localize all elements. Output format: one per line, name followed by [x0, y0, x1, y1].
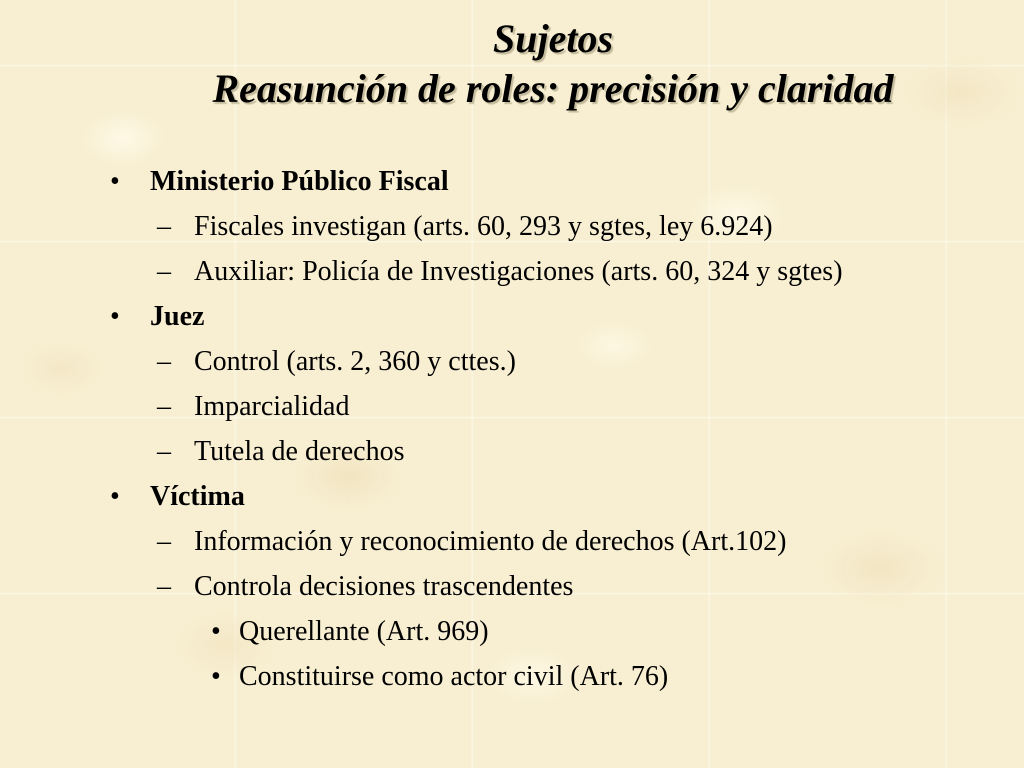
bullet-text: Víctima: [150, 481, 245, 512]
dash-marker: –: [157, 571, 171, 602]
bullet-marker: •: [110, 481, 120, 512]
subitem-controla-decisiones: [110, 564, 990, 609]
bullet-list: [110, 159, 990, 699]
subitem-control: [110, 339, 990, 384]
subitem-informacion-derechos: [110, 519, 990, 564]
subsubitem-text: Querellante (Art. 969): [239, 616, 489, 647]
subsubitem-text: Constituirse como actor civil (Art. 76): [239, 661, 669, 692]
dash-marker: –: [157, 436, 171, 467]
title-line-sujetos: Sujetos: [492, 16, 614, 61]
bullet-text: Juez: [150, 301, 205, 332]
dash-marker: –: [157, 211, 171, 242]
bullet-text: Ministerio Público Fiscal: [150, 166, 449, 197]
subitem-text: Imparcialidad: [194, 391, 350, 422]
subsubitem-actor-civil: [110, 654, 990, 699]
dash-marker: –: [157, 346, 171, 377]
dash-marker: –: [157, 391, 171, 422]
title-line-subtitle: Reasunción de roles: precisión y claridad: [212, 66, 894, 111]
bullet-marker: •: [110, 301, 120, 332]
subitem-text: Tutela de derechos: [194, 436, 405, 467]
subitem-text: Auxiliar: Policía de Investigaciones (arts. 60, 324 y sgtes): [194, 256, 843, 287]
subitem-fiscales-investigan: [110, 204, 990, 249]
subsubitem-querellante: [110, 609, 990, 654]
subitem-text: Fiscales investigan (arts. 60, 293 y sgtes, ley 6.924): [194, 211, 773, 242]
bullet-marker: •: [211, 616, 221, 647]
bullet-ministerio-publico-fiscal: [110, 159, 990, 204]
subitem-tutela-de-derechos: [110, 429, 990, 474]
bullet-marker: •: [211, 661, 221, 692]
subitem-text: Control (arts. 2, 360 y cttes.): [194, 346, 516, 377]
dash-marker: –: [157, 256, 171, 287]
subitem-imparcialidad: [110, 384, 990, 429]
subitem-auxiliar-policia: [110, 249, 990, 294]
dash-marker: –: [157, 526, 171, 557]
subitem-text: Información y reconocimiento de derechos (Art.102): [194, 526, 787, 557]
bullet-juez: [110, 294, 990, 339]
bullet-victima: [110, 474, 990, 519]
subitem-text: Controla decisiones trascendentes: [194, 571, 574, 602]
slide-title: [0, 14, 1024, 114]
bullet-marker: •: [110, 166, 120, 197]
